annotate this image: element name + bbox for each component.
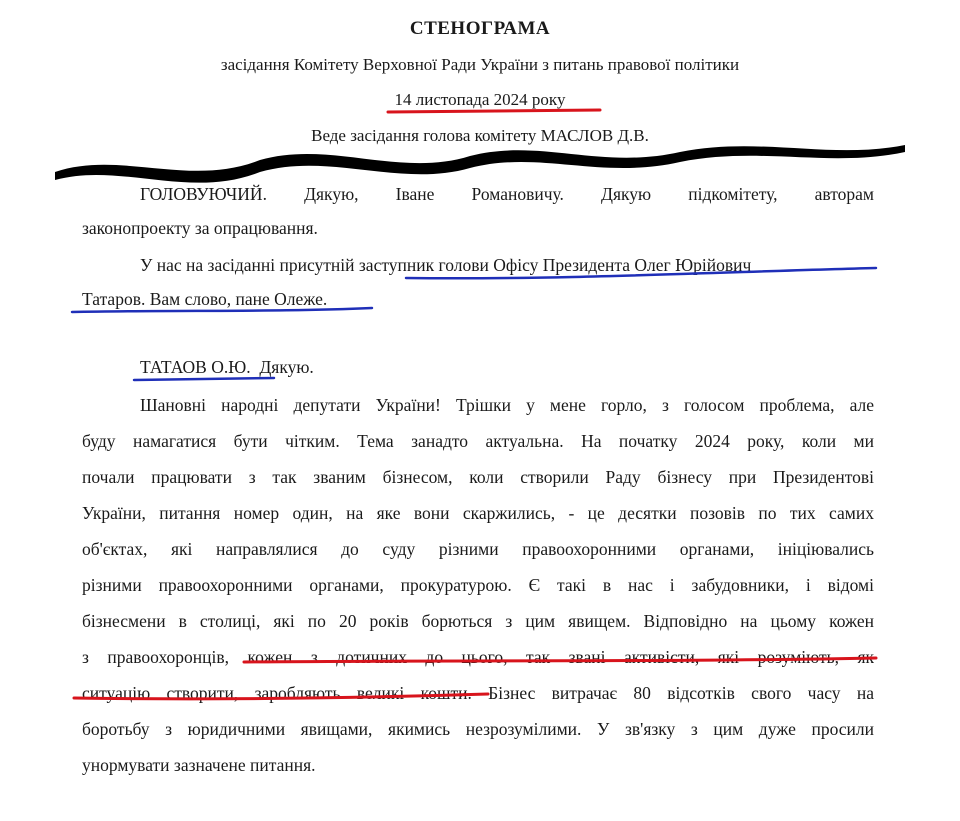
speech-line: ситуацію створити, заробляють великі кошти. Бізнес витрачає 80 відсотків свого часу на [82,683,874,703]
speech-line: боротьбу з юридичними явищами, якимись незрозумілими. У зв'язку з цим дуже просили [82,719,874,739]
speech-line: Шановні народні депутати України! Трішки у мене горло, з голосом проблема, але [140,395,874,415]
speaker-reply: Дякую. [259,357,314,377]
brush-divider-stroke [55,145,905,183]
date-underline [388,110,600,112]
speech-line: почали працювати з так званим бізнесом, коли створили Раду бізнесу при Президентові [82,467,874,487]
paragraph-chair-line-2: законопроекту за опрацювання. [82,218,318,238]
document-title: СТЕНОГРАМА [409,18,551,39]
tatarov-underline [72,308,372,312]
guest-position-text: заступник голови Офісу Президента Олег Юрійович [358,255,752,275]
official-title-underline [406,268,876,278]
speech-line: України, питання номер один, на яке вони скаржились, - це десятки позовів по тих самих [82,503,874,523]
speaker-underline [134,378,274,380]
speech-line: буду намагатися бути чітким. Тема занадто актуальна. На початку 2024 року, коли ми [82,431,874,451]
speech-line: унормувати зазначене питання. [82,755,316,775]
speech-line: різними правоохоронними органами, прокуратурою. Є такі в нас і забудовники, і відомі [82,575,874,595]
guest-intro-text: У нас на засіданні присутній [140,255,359,275]
speech-line: бізнесмени в столиці, які по 20 років борються з цим явищем. Відповідно на цьому кожен [82,611,874,631]
meeting-chair: Веде засідання голова комітету МАСЛОВ Д.В. [311,126,649,145]
document-subtitle: засідання Комітету Верховної Ради України з питань правової політики [220,55,740,74]
meeting-date: 14 листопада 2024 року [394,90,566,109]
speaker-name: ТАТАОВ О.Ю. [140,357,251,377]
activists-underline [244,658,876,662]
paragraph-chair-line-1: ГОЛОВУЮЧИЙ. Дякую, Іване Романовичу. Дякую підкомітету, авторам [140,184,874,204]
earnings-underline [74,694,488,699]
speech-line: з правоохоронців, кожен з дотичних до цього, так звані активісти, які розуміють, як [82,647,874,667]
speech-line: об'єктах, які направлялися до суду різними правоохоронними органами, ініціювались [82,539,874,559]
paragraph-guest-line-2: Татаров. Вам слово, пане Олеже. [82,289,328,309]
